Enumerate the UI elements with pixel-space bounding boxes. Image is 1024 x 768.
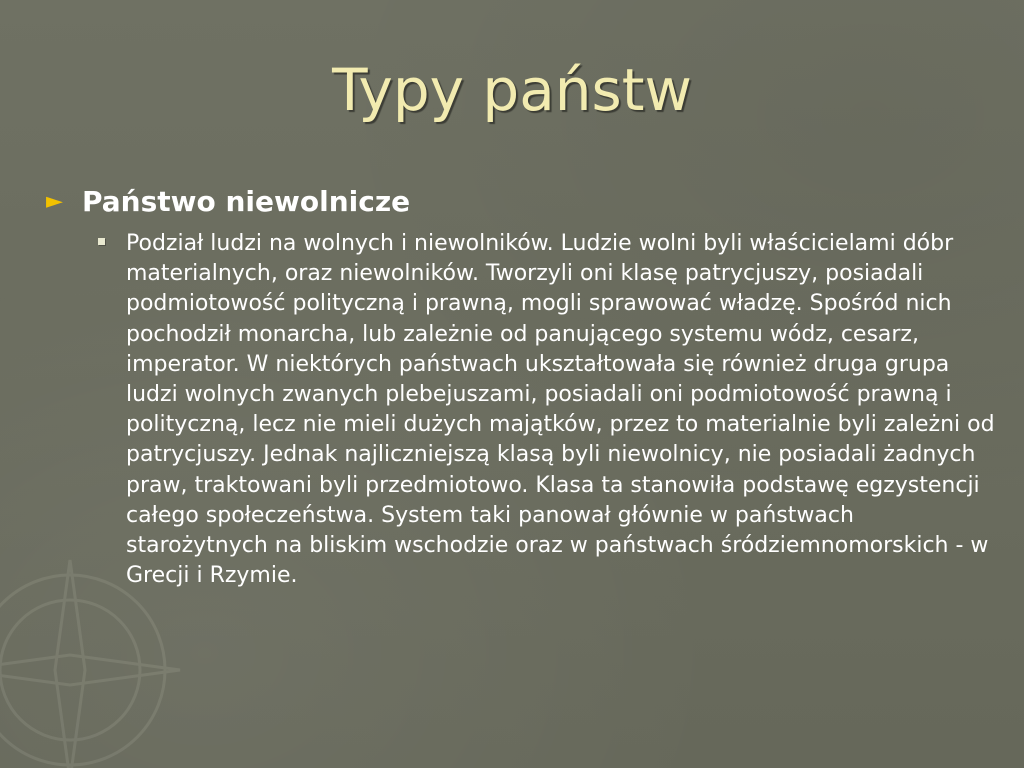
triangle-right-icon: ► [46, 189, 63, 214]
slide-content [46, 183, 996, 591]
square-bullet-icon [98, 229, 126, 259]
bullet-level2 [98, 229, 996, 591]
bullet-level2-text: Podział ludzi na wolnych i niewolników. Ludzie wolni byli właścicielami dóbr materialnych, oraz niewolników. Tworzyli oni klasę patrycjuszy, posiadali podmiotowość polityczną i prawną, mogli sprawować władzę. Spośród nich pochodził monarcha, lub zależnie od panującego systemu wódz, cesarz, imperator. W niektórych państwach ukształtowała się również druga grupa ludzi wolnych zwanych plebejuszami, posiadali oni podmiotowość prawną i polityczną, lecz nie mieli dużych majątków, przez to materialnie byli zależni od patrycjuszy. Jednak najliczniejszą klasą byli niewolnicy, nie posiadali żadnych praw, traktowani byli przedmiotowo. Klasa ta stanowiła podstawę egzystencji całego społeczeństwa. System taki panował głównie w państwach starożytnych na bliskim wschodzie oraz w państwach śródziemnomorskich - w Grecji i Rzymie. [126, 231, 995, 589]
slide-title: Typy państw [332, 56, 692, 124]
bullet-level1 [46, 183, 996, 221]
bullet-level1-text: Państwo niewolnicze [82, 185, 411, 218]
